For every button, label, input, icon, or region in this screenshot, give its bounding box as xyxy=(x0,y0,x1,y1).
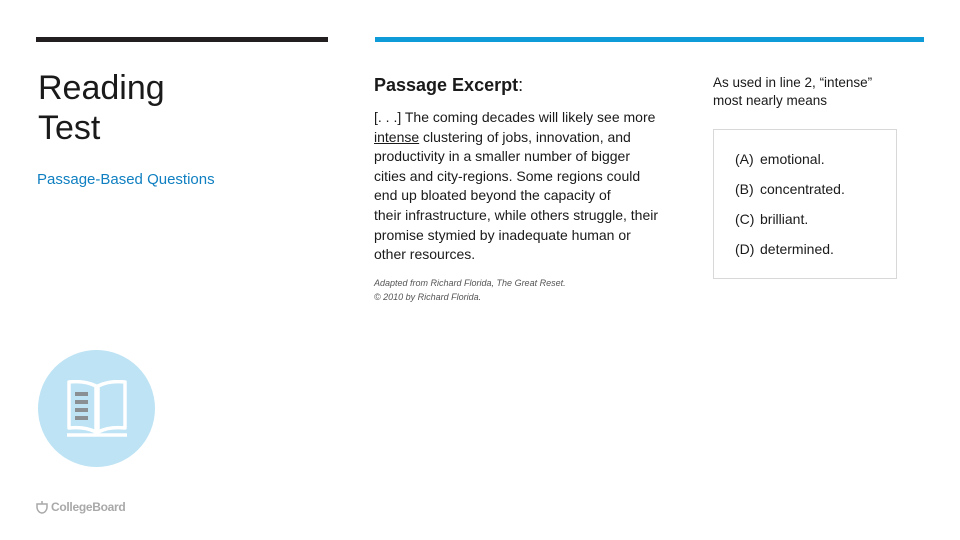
source-line-1: Adapted from Richard Florida, The Great Reset. xyxy=(374,278,566,288)
choice-letter: (B) xyxy=(735,181,754,197)
answer-choice-c[interactable] xyxy=(735,211,808,227)
title-line-1: Reading xyxy=(38,69,165,107)
passage-line-4: cities and city-regions. Some regions could xyxy=(374,167,641,184)
passage-line-5: end up bloated beyond the capacity of xyxy=(374,187,611,204)
passage-line-8: other resources. xyxy=(374,246,476,263)
answer-choice-b[interactable] xyxy=(735,181,845,197)
passage-heading-colon: : xyxy=(518,75,524,95)
passage-text xyxy=(374,108,684,265)
collegeboard-logo xyxy=(36,500,125,514)
passage-source xyxy=(374,276,566,304)
passage-line-7: promise stymied by inadequate human or xyxy=(374,226,631,243)
header-divider-blue xyxy=(375,37,924,42)
choice-text: brilliant. xyxy=(760,211,809,227)
acorn-icon xyxy=(36,500,48,514)
question-line-2: most nearly means xyxy=(713,93,828,108)
choice-letter: (A) xyxy=(735,151,754,167)
passage-line-2-rest: clustering of jobs, innovation, and xyxy=(419,128,631,145)
passage-heading xyxy=(374,75,523,96)
open-book-icon xyxy=(66,380,128,438)
question-prompt xyxy=(713,74,913,110)
header-divider-dark xyxy=(36,37,328,42)
question-line-1: As used in line 2, “intense” xyxy=(713,75,873,90)
answer-choice-d[interactable] xyxy=(735,241,834,257)
slide-title xyxy=(38,68,278,148)
title-line-2: Test xyxy=(38,109,101,147)
slide-subtitle: Passage-Based Questions xyxy=(37,171,215,188)
passage-heading-text: Passage Excerpt xyxy=(374,75,519,95)
choice-text: determined. xyxy=(760,241,834,257)
answer-choice-a[interactable] xyxy=(735,151,825,167)
choice-text: concentrated. xyxy=(760,181,845,197)
passage-line-1: [. . .] The coming decades will likely see more xyxy=(374,109,656,125)
choice-letter: (C) xyxy=(735,211,755,227)
choice-letter: (D) xyxy=(735,241,755,257)
logo-text: CollegeBoard xyxy=(51,500,126,514)
passage-line-3: productivity in a smaller number of bigger xyxy=(374,148,631,165)
book-illustration xyxy=(38,350,155,467)
passage-line-2 xyxy=(374,128,684,148)
answer-choices-box xyxy=(713,129,897,279)
choice-text: emotional. xyxy=(760,151,825,167)
underlined-word: intense xyxy=(374,128,420,145)
source-line-2: © 2010 by Richard Florida. xyxy=(374,292,482,302)
passage-line-6: their infrastructure, while others struggle, their xyxy=(374,206,659,223)
